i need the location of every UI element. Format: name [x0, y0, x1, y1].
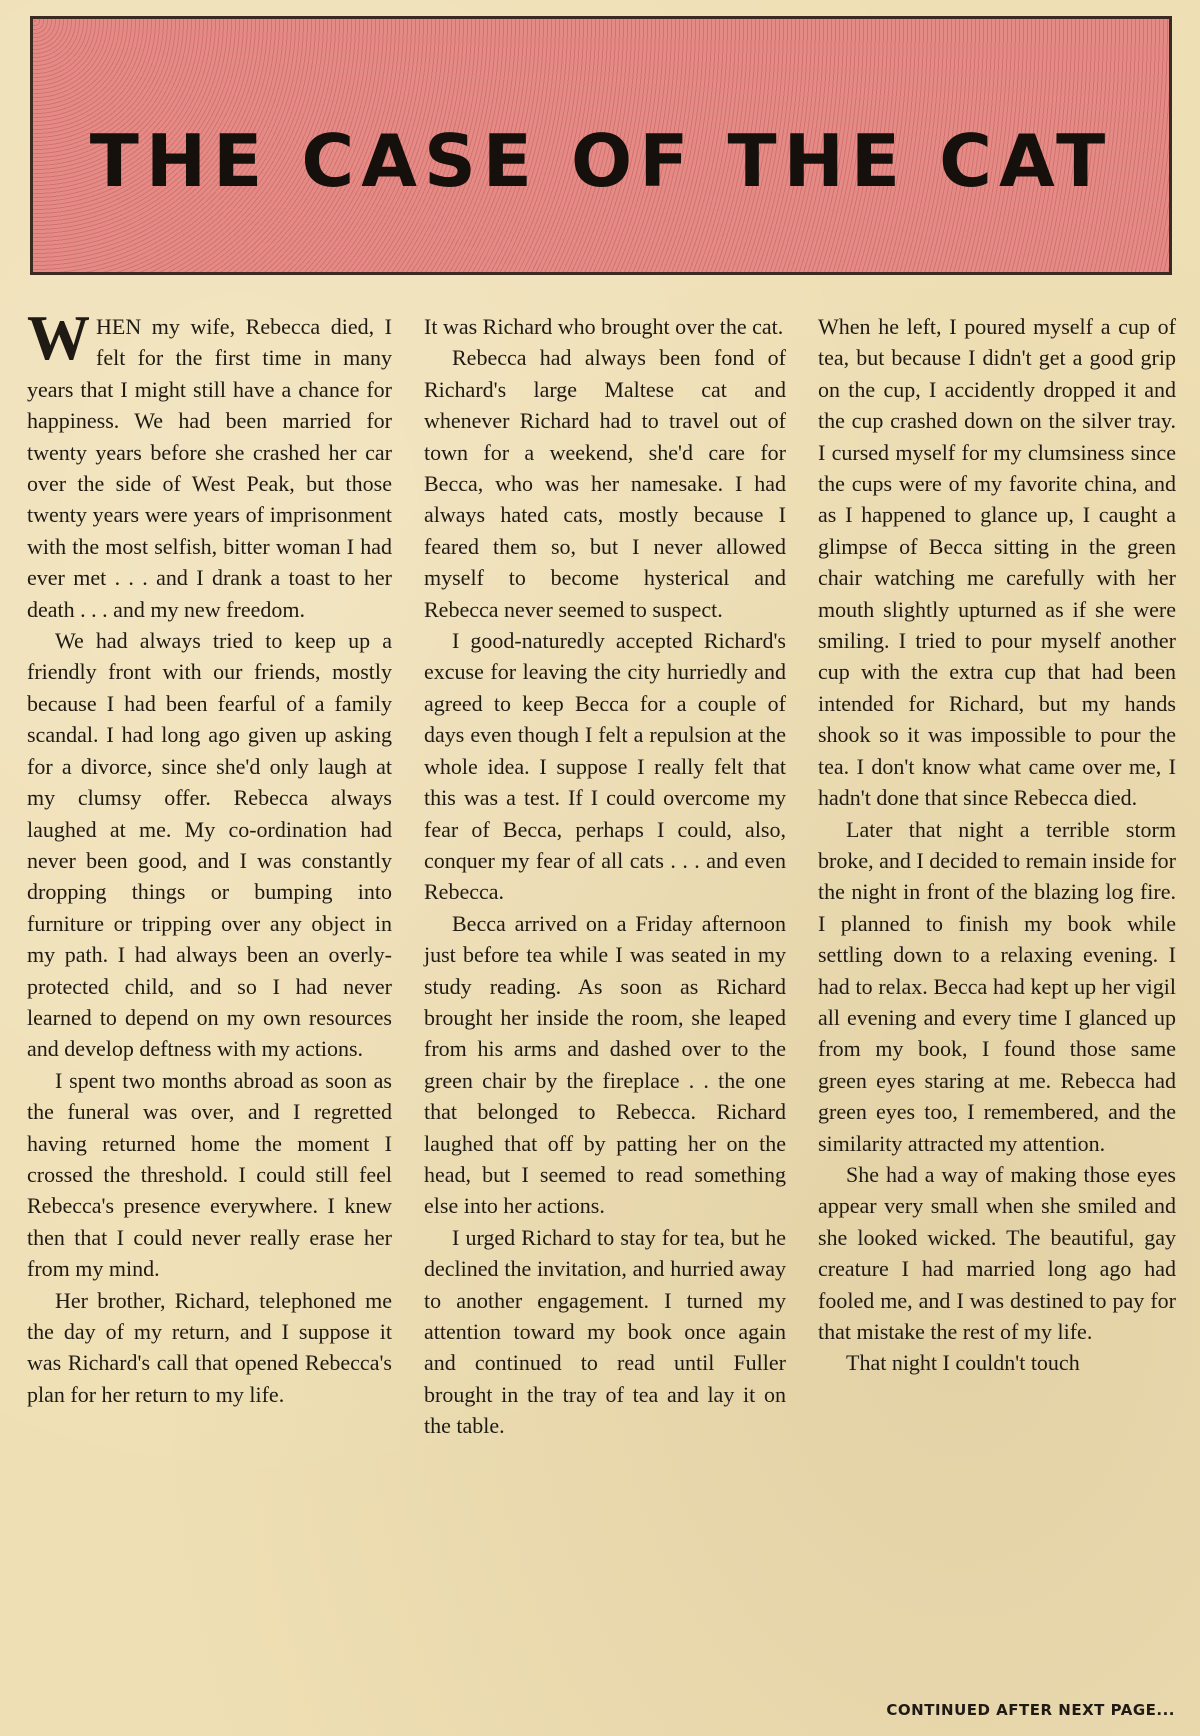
- paragraph: That night I couldn't touch: [846, 1350, 1080, 1376]
- paragraph: Later that night a terrible storm broke, and I decided to remain inside for the night in front of the blazing log fire. I planned to finish my book while settling down to a relaxing evening. I had to relax. Becca had kept up her vigil all evening and every time I glanced up from my book, I found those same green eyes staring at me. Rebecca had green eyes too, I remembered, and the similarity attracted my attention.: [818, 816, 1176, 1156]
- paragraph: She had a way of making those eyes appear very small when she smiled and she looked wicked. The beautiful, gay creature I had married long ago had fooled me, and I was destined to pay for that mistake the rest of my life.: [818, 1161, 1176, 1344]
- title-banner: [30, 16, 1172, 275]
- paragraph-text: HEN my wife, Rebecca died, I felt for the first time in many years that I might still have a chance for happiness. We had been married for twenty years before she crashed her car over the side of West Peak, but those twenty years were years of imprisonment with the most selfish, bitter woman I had ever met . . . and I drank a toast to her death . . . and my new freedom.: [27, 314, 392, 622]
- paragraph: Becca arrived on a Friday afternoon just before tea while I was seated in my study reading. As soon as Richard brought her inside the room, she leaped from his arms and dashed over to the green chair by the fireplace . . the one that belonged to Rebecca. Richard laughed that off by patting her on the head, but I seemed to read something else into her actions.: [424, 910, 786, 1219]
- text-column-2: [424, 311, 786, 1442]
- drop-cap: W: [27, 303, 90, 373]
- paragraph: [27, 303, 392, 625]
- paragraph: I urged Richard to stay for tea, but he declined the invitation, and hurried away to another engagement. I turned my attention toward my book once again and continued to read until Fuller brought in the tray of tea and lay it on the table.: [424, 1224, 786, 1439]
- paragraph: We had always tried to keep up a friendly front with our friends, mostly because I had been fearful of a family scandal. I had long ago given up asking for a divorce, since she'd only laugh at my clumsy offer. Rebecca always laughed at me. My co-ordination had never been good, and I was constantly dropping things or bumping into furniture or tripping over any object in my path. I had always been an overly-protected child, and so I had never learned to depend on my own resources and develop deftness with my actions.: [27, 628, 392, 1062]
- paragraph: It was Richard who brought over the cat.: [424, 314, 784, 339]
- paragraph: When he left, I poured myself a cup of tea, but because I didn't get a good grip on the cup, I accidently dropped it and the cup crashed down on the silver tray. I cursed myself for my clumsiness since the cups were of my favorite china, and as I happened to glance up, I caught a glimpse of Becca sitting in the green chair watching me carefully with her mouth slightly upturned as if she were smiling. I tried to pour myself another cup with the extra cup that had been intended for Richard, but my hands shook so it was impossible to pour the tea. I don't know what came over me, I hadn't done that since Rebecca died.: [818, 314, 1176, 811]
- paragraph: Rebecca had always been fond of Richard's large Maltese cat and whenever Richard had to travel out of town for a weekend, she'd care for Becca, who was her namesake. I had always hated cats, mostly because I feared them so, but I never allowed myself to become hysterical and Rebecca never seemed to suspect.: [424, 345, 786, 622]
- text-column-3: [818, 311, 1176, 1379]
- paragraph: I spent two months abroad as soon as the funeral was over, and I regretted having returned home the moment I crossed the threshold. I could still feel Rebecca's presence everywhere. I knew then that I could never really erase her from my mind.: [27, 1067, 392, 1282]
- continued-note: CONTINUED AFTER NEXT PAGE...: [886, 1701, 1175, 1719]
- paragraph: I good-naturedly accepted Richard's excuse for leaving the city hurriedly and agreed to keep Becca for a couple of days even though I felt a repulsion at the whole idea. I suppose I really felt that this was a test. If I could overcome my fear of Becca, perhaps I could, also, conquer my fear of all cats . . . and even Rebecca.: [424, 628, 786, 905]
- story-title: THE CASE OF THE CAT: [89, 119, 1113, 203]
- paragraph: Her brother, Richard, telephoned me the day of my return, and I suppose it was Richard's call that opened Rebecca's plan for her return to my life.: [27, 1287, 392, 1407]
- text-column-1: [27, 303, 392, 1410]
